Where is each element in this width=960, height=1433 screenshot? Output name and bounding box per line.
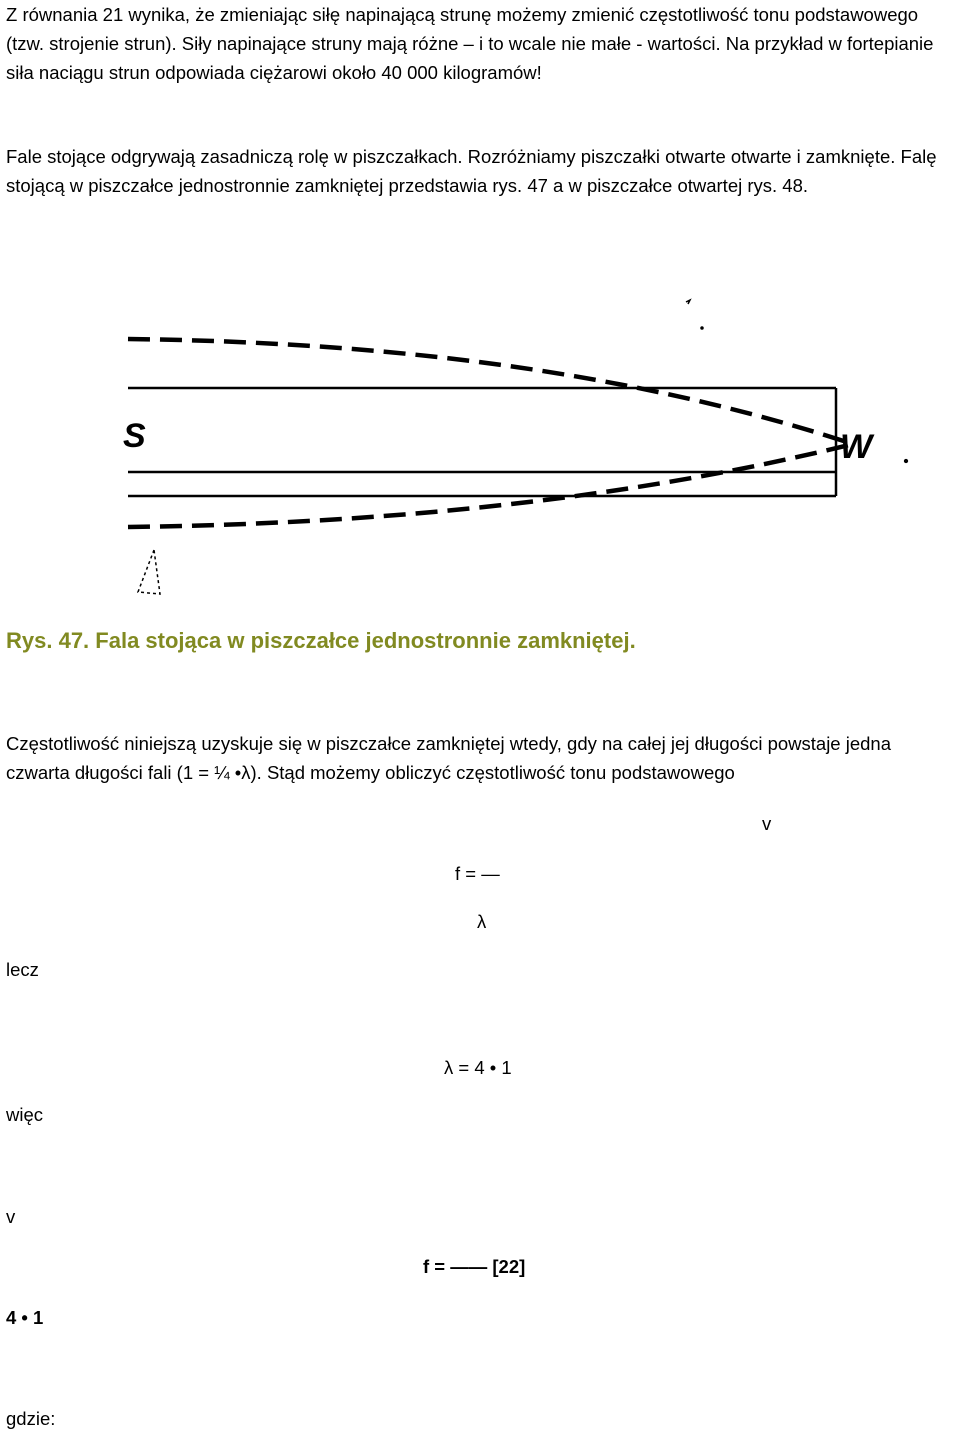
formula2-numerator: v xyxy=(6,1206,16,1227)
scan-dot-right xyxy=(905,460,908,463)
word-lecz: lecz xyxy=(6,959,39,980)
label-w: W xyxy=(840,428,873,466)
formula-lambda: λ = 4 • 1 xyxy=(444,1057,512,1078)
triangle-mark xyxy=(138,550,160,594)
scan-mark-top xyxy=(686,300,690,304)
label-s: S xyxy=(123,417,146,455)
figure-standing-wave-closed-pipe xyxy=(118,292,918,604)
formula1-numerator: v xyxy=(762,813,772,834)
word-gdzie: gdzie: xyxy=(6,1408,56,1429)
pipe-outline xyxy=(128,388,836,496)
formula2-lhs: f = —— [22] xyxy=(423,1256,526,1277)
word-wiec: więc xyxy=(6,1104,44,1125)
wave-lower-curve xyxy=(128,444,853,527)
formula1-lhs: f = — xyxy=(455,863,500,884)
figure-caption: Rys. 47. Fala stojąca w piszczałce jednostronnie zamkniętej. xyxy=(6,628,636,653)
formula1-denominator: λ xyxy=(477,911,487,932)
wave-envelope xyxy=(128,339,853,527)
wave-upper-curve xyxy=(128,339,853,444)
formula2-denominator: 4 • 1 xyxy=(6,1307,44,1328)
paragraph-frequency: Częstotliwość niniejszą uzyskuje się w piszczałce zamkniętej wtedy, gdy na całej jej długości powstaje jedna czwarta długości fali (1 = ¼ •λ). Stąd możemy obliczyć częstotliwość tonu podstawowego xyxy=(6,733,891,783)
paragraph-tuning: Z równania 21 wynika, że zmieniając siłę napinającą strunę możemy zmienić częstotliwość tonu podstawowego (tzw. strojenie strun). Siły napinające struny mają różne – i to wcale nie małe - wartości. Na przykład w fortepianie siła naciągu strun odpowiada ciężarowi około 40 000 kilogramów! xyxy=(6,4,934,83)
paragraph-standing-waves: Fale stojące odgrywają zasadniczą rolę w piszczałkach. Rozróżniamy piszczałki otwarte otwarte i zamknięte. Falę stojącą w piszczałce jednostronnie zamkniętej przedstawia rys. 47 a w piszczałce otwartej rys. 48. xyxy=(6,146,937,196)
scan-marks xyxy=(138,300,907,594)
scan-dot xyxy=(701,327,703,329)
